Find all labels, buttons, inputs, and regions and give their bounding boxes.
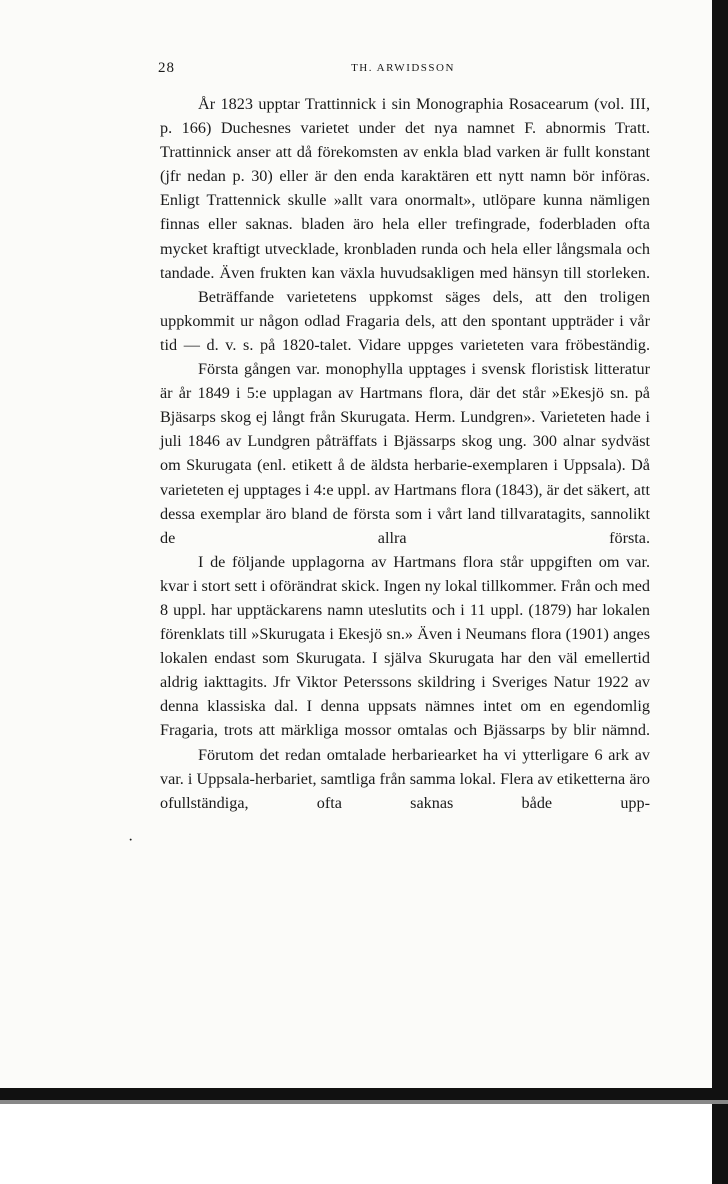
paragraph: Första gången var. monophylla upptages i svensk floristisk litteratur är år 1849 i 5:e upplagan av Hartmans flora, där det står »Ekesjö sn. på Bjäsarps skog ej långt från Skurugata. Herm. Lundgren». Varieteten hade i juli 1846 av Lundgren påträffats i Bjässarps skog ung. 300 alnar sydväst om Skurugata (enl. etikett å de äldsta herbarie-exemplaren i Uppsala). Då varieteten ej upptages i 4:e uppl. av Hartmans flora (1843), är det säkert, att dessa exemplar äro bland de första som i vårt land tillvaratagits, sannolikt de allra första. [160,360,650,547]
scan-edge-bottom [0,1088,728,1100]
scan-edge-bottom-shadow [0,1100,728,1104]
margin-mark: · [128,832,134,849]
page-header [158,60,648,80]
paragraph: Förutom det redan omtalade herbariearket ha vi ytterligare 6 ark av var. i Uppsala-herbariet, samtliga från samma lokal. Flera av etiketterna äro ofullständiga, ofta saknas både upp- [160,745,650,812]
paragraph: Beträffande varietetens uppkomst säges dels, att den troligen uppkommit ur någon odlad Fragaria dels, att den spontant uppträder i vår tid — d. v. s. på 1820-talet. Vidare uppges varieteten vara fröbeständig. [160,287,650,354]
running-head: TH. ARWIDSSON [351,62,455,74]
page-number: 28 [158,60,175,76]
body-text [160,92,650,815]
scan-edge-right [712,0,728,1184]
paragraph: År 1823 upptar Trattinnick i sin Monographia Rosacearum (vol. III, p. 166) Duchesnes varietet under det nya namnet F. abnormis Tratt. Trattinnick anser att då förekomsten av enkla blad varken är fullt konstant (jfr nedan p. 30) eller är den enda karaktären ett nytt namn bör införas. Enligt Trattennick skulle »allt vara onormalt», utlöpare kunna nämligen finnas eller saknas. bladen äro hela eller trefingrade, foderbladen ofta mycket kraftigt utvecklade, kronbladen runda och hela eller långsmala och tandade. Även frukten kan växla huvudsakligen med hänsyn till storleken. [160,95,650,282]
paragraph: I de följande upplagorna av Hartmans flora står uppgiften om var. kvar i stort sett i oförändrat skick. Ingen ny lokal tillkommer. Från och med 8 uppl. har upptäckarens namn uteslutits och i 11 uppl. (1879) har lokalen förenklats till »Skurugata i Ekesjö sn.» Även i Neumans flora (1901) anges lokalen endast som Skurugata. I själva Skurugata har den väl emellertid aldrig iakttagits. Jfr Viktor Peterssons skildring i Sveriges Natur 1922 av denna klassiska dal. I denna uppsats nämnes intet om en egendomlig Fragaria, trots att märkliga mossor omtalas och Bjässarps by blir nämnd. [160,552,650,740]
